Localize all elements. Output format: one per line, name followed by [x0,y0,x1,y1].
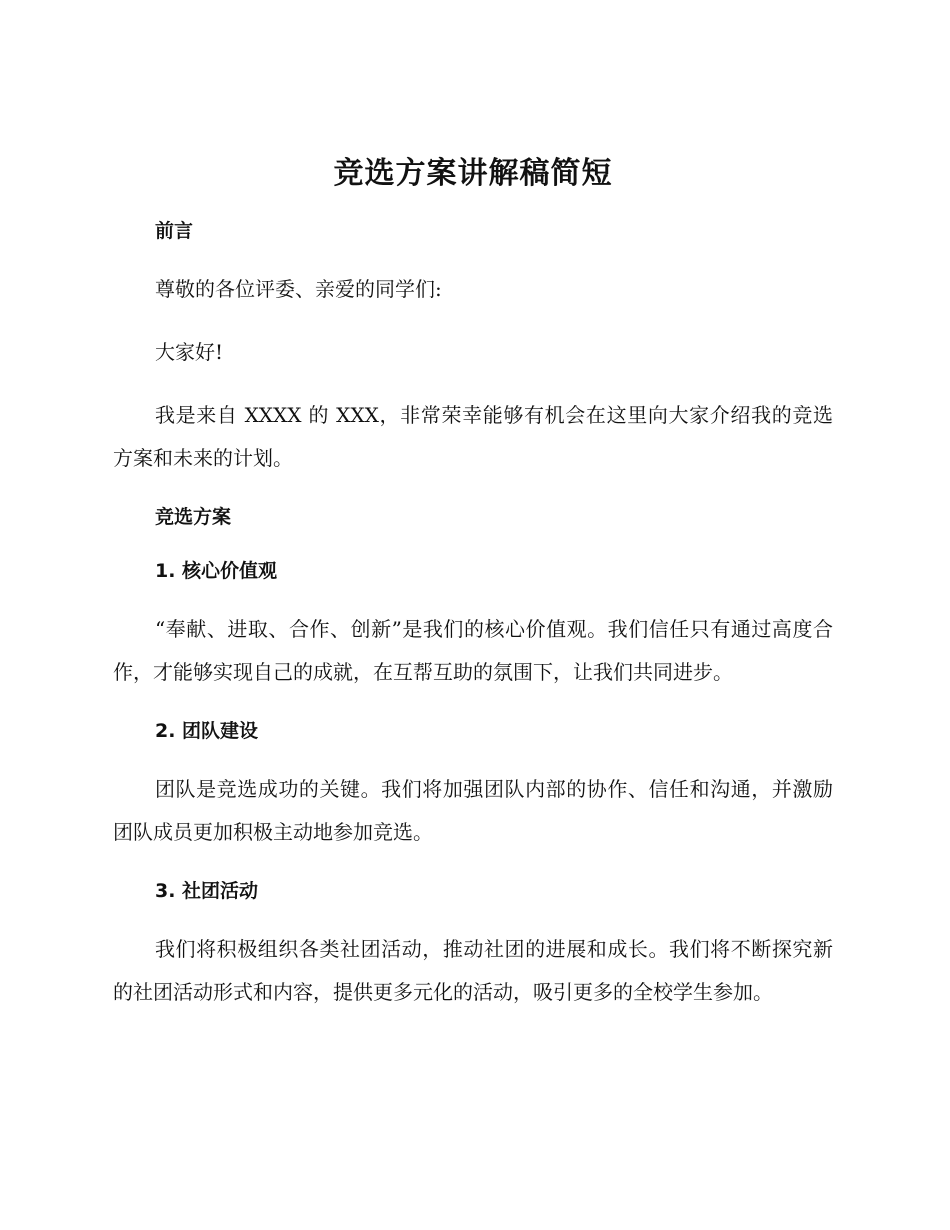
section-body-team-building: 团队是竞选成功的关键。我们将加强团队内部的协作、信任和沟通，并激励团队成员更加积极主动地参加竞选。 [113,777,833,844]
document-body [113,148,833,1034]
section-body-club-activities: 我们将积极组织各类社团活动，推动社团的进展和成长。我们将不断探究新的社团活动形式和内容，提供更多元化的活动，吸引更多的全校学生参加。 [113,937,833,1004]
hello-paragraph: 大家好! [155,340,224,364]
section-body-core-values: “奉献、进取、合作、创新”是我们的核心价值观。我们信任只有通过高度合作，才能够实现自己的成就，在互帮互助的氛围下，让我们共同进步。 [113,617,833,684]
section-heading-club-activities: 3. 社团活动 [155,880,259,902]
greeting-paragraph: 尊敬的各位评委、亲爱的同学们: [155,277,442,301]
plan-heading: 竞选方案 [155,506,232,528]
document-title: 竞选方案讲解稿简短 [333,156,613,191]
preface-heading: 前言 [155,220,194,242]
section-heading-team-building: 2. 团队建设 [155,720,259,742]
intro-paragraph: 我是来自 XXXX 的 XXX，非常荣幸能够有机会在这里向大家介绍我的竞选方案和未来的计划。 [113,403,833,470]
section-heading-core-values: 1. 核心价值观 [155,560,278,582]
